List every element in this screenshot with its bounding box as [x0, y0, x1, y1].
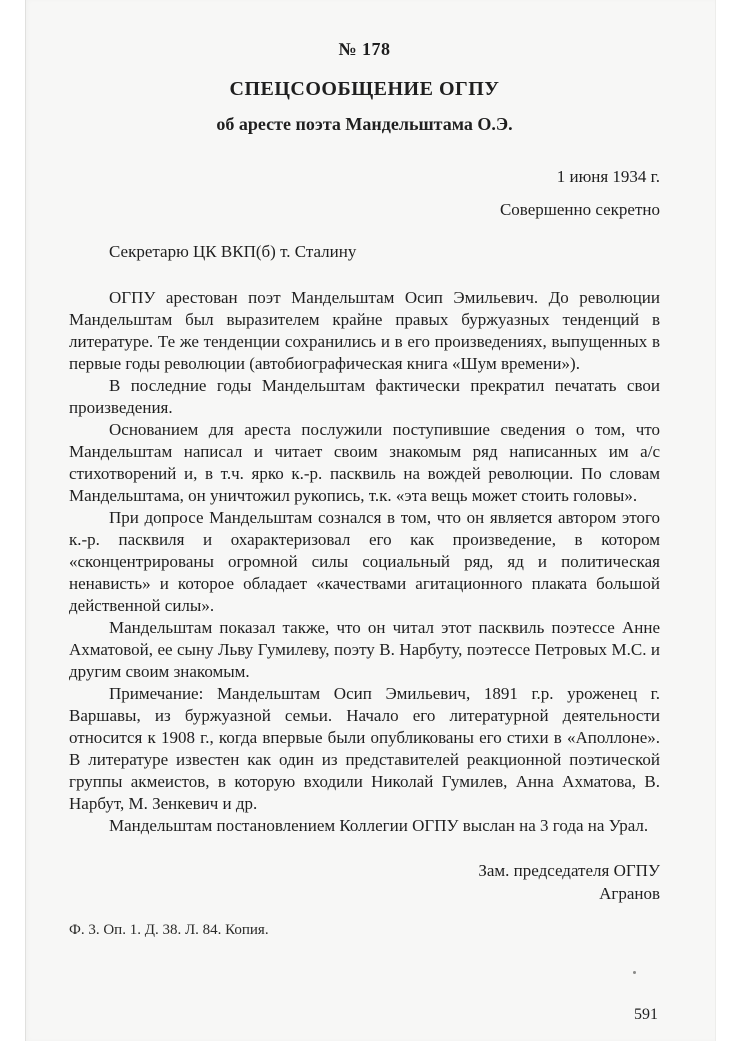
body-paragraph: Основанием для ареста послужили поступившие сведения о том, что Мандельштам написал и читает своим знакомым ряд написанных им а/с стихотворений и, в т.ч. ярко к.-р. пасквиль на вождей революции. По словам Мандельштама, он уничтожил рукопись, т.к. «эта вещь может стоить головы». — [69, 420, 660, 505]
addressee-line: Секретарю ЦК ВКП(б) т. Сталину — [109, 242, 357, 261]
classification-stamp: Совершенно секретно — [499, 200, 660, 219]
body-paragraph: ОГПУ арестован поэт Мандельштам Осип Эмильевич. До революции Мандельштам был выразителем крайне правых буржуазных тенденций в литературе. Те же тенденции сохранились и в его произведениях, выпущенных в первые годы революции (автобиографическая книга «Шум времени»). — [69, 288, 660, 373]
signature-block — [69, 859, 660, 905]
document-number: № 178 — [338, 39, 391, 59]
scan-speck — [633, 971, 636, 974]
page-number: 591 — [634, 1006, 658, 1023]
body-paragraph: В последние годы Мандельштам фактически прекратил печатать свои произведения. — [69, 376, 660, 417]
body-paragraph: При допросе Мандельштам сознался в том, что он является автором этого к.-р. пасквиля и охарактеризовал его как произведение, в котором «сконцентрированы огромной силы социальный ряд, яд и политическая ненависть» и которое обладает «качествами агитационного плаката большой действенной силы». — [69, 508, 660, 615]
document-body — [69, 287, 660, 837]
document-title: СПЕЦСООБЩЕНИЕ ОГПУ — [229, 78, 500, 100]
body-paragraph: Мандельштам постановлением Коллегии ОГПУ выслан на 3 года на Урал. — [109, 816, 649, 835]
archive-reference: Ф. 3. Оп. 1. Д. 38. Л. 84. Копия. — [69, 922, 269, 938]
body-paragraph: Мандельштам показал также, что он читал этот пасквиль поэтессе Анне Ахматовой, ее сыну Льву Гумилеву, поэту В. Нарбуту, поэтессе Петровых М.С. и другим своим знакомым. — [69, 618, 660, 681]
signature-name: Агранов — [599, 884, 660, 903]
document-subtitle: об аресте поэта Мандельштама О.Э. — [216, 114, 513, 134]
signature-title: Зам. председателя ОГПУ — [478, 861, 660, 880]
body-paragraph: Примечание: Мандельштам Осип Эмильевич, 1891 г.р. уроженец г. Варшавы, из буржуазной семьи. Начало его литературной деятельности относится к 1908 г., когда впервые были опубликованы его стихи в «Аполлоне». В литературе известен как один из представителей реакционной поэтической группы акмеистов, в которую входили Николай Гумилев, Анна Ахматова, В. Нарбут, М. Зенкевич и др. — [69, 684, 660, 813]
document-page — [25, 0, 716, 1041]
document-date: 1 июня 1934 г. — [556, 167, 660, 186]
